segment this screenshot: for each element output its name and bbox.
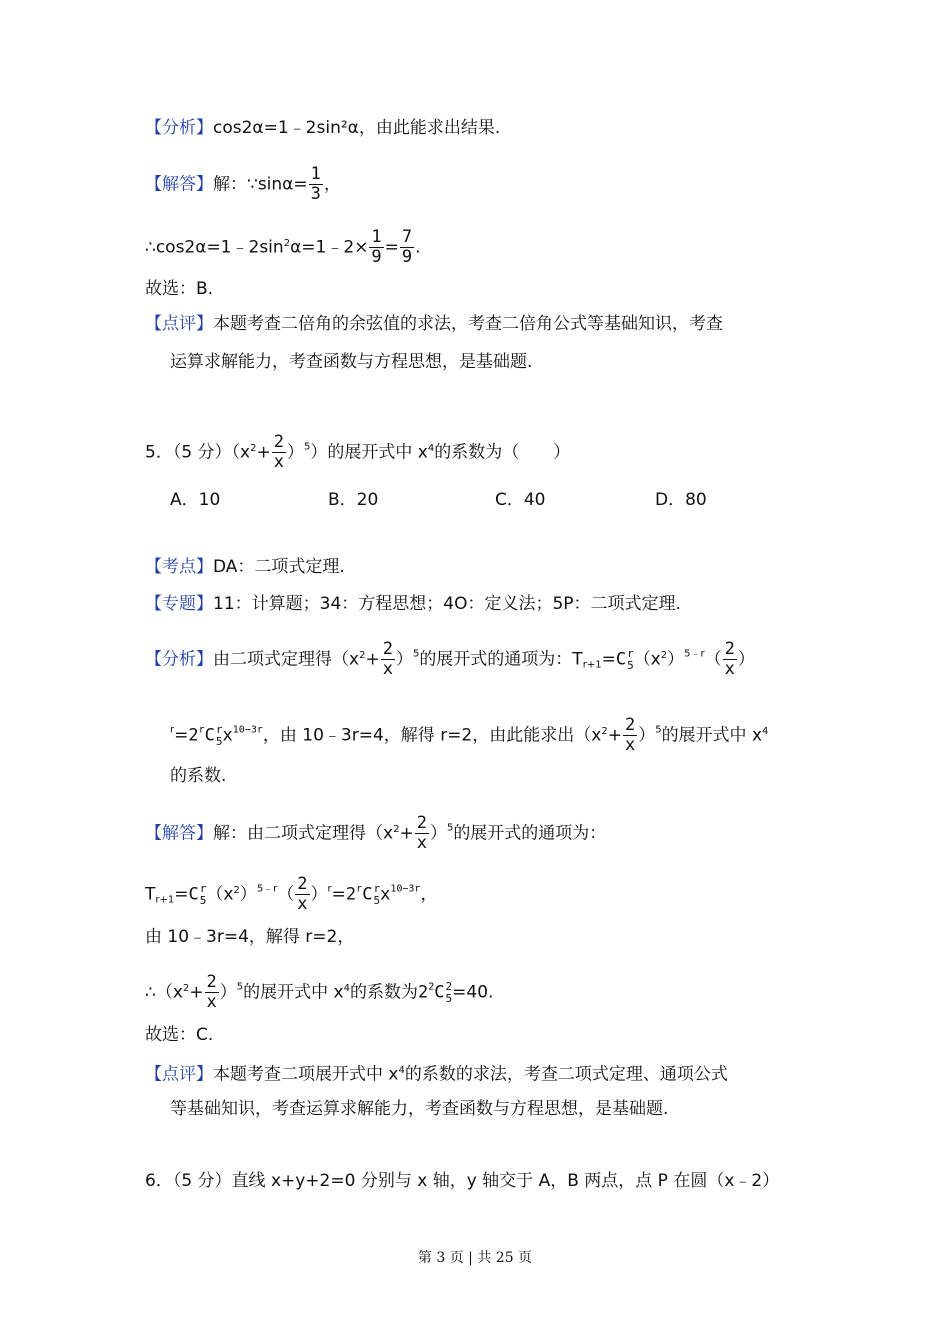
close-paren: ）	[395, 649, 413, 670]
sol-l4-a: ∴（x	[145, 982, 183, 1003]
sup-5-r: 5﹣r	[256, 883, 278, 895]
two: 2	[345, 884, 357, 905]
comment-l1: 本题考查二项展开式中 x	[213, 1064, 399, 1085]
plus: +	[607, 725, 622, 746]
comb-rs2: r 5	[373, 881, 381, 907]
point-text: DA：二项式定理.	[213, 557, 345, 577]
fraction-1-3: $\frac{1}{3}$	[310, 164, 321, 204]
derivation-pre: ∴cos2α=1﹣2sin	[145, 237, 284, 258]
xsq: （x	[206, 884, 234, 905]
fraction-2-x: $\frac{2}{x}$	[297, 874, 308, 914]
plus: +	[256, 442, 271, 463]
fraction-2-x: $\frac{2}{x}$	[624, 715, 636, 755]
sup-2: 2	[250, 442, 257, 454]
two: 2	[188, 725, 199, 746]
q5-analysis-l3: 的系数.	[170, 766, 227, 786]
q5-solution-l1	[145, 814, 606, 853]
fraction-1-9: $\frac{1}{9}$	[371, 227, 382, 267]
sup-r2: r	[356, 883, 363, 895]
comb-rs: r 5	[215, 722, 223, 748]
sup-5: 5	[446, 822, 454, 834]
sup-r: r	[170, 724, 175, 736]
close: ）	[219, 982, 237, 1003]
stem-pre: 5．（5 分）（x	[145, 442, 251, 463]
fraction-7-9: $\frac{7}{9}$	[401, 227, 413, 267]
eq2: =	[331, 884, 346, 905]
q4-comment	[145, 313, 723, 335]
sub-r1: r+1	[582, 659, 602, 671]
close: ）	[239, 884, 257, 905]
two: 2	[417, 982, 429, 1003]
sol-l4-d: =40.	[452, 982, 494, 1003]
sol-l4-c: 的系数为	[349, 982, 418, 1003]
option-b: B．20	[328, 490, 379, 510]
solution-tag: 【解答】	[145, 174, 213, 195]
option-c: C．40	[495, 490, 546, 510]
q4-derivation: $\therefore\cos 2\alpha=1﹣2\sin^2\alpha=1﹣2\times$ $\frac{1}{9}$ = $\frac{7}{9}$ .	[145, 227, 421, 267]
q5-solution-l2: $T_{r+1}=C$ r 5 $(x^2)^{5﹣r}$（ $\frac{2}{x}$ ）$^r=2^rC$ r 5 $x^{10-3r}$，	[145, 874, 438, 914]
comb-C: C	[188, 884, 199, 905]
q5-solution-l3: 由 10﹣3r=4，解得 r=2，	[145, 927, 355, 947]
comb-C: C	[434, 982, 445, 1003]
comment-tag: 【点评】	[145, 314, 213, 334]
q4-comment-l2: 运算求解能力，考查函数与方程思想，是基础题.	[170, 352, 533, 372]
point-tag: 【考点】	[145, 557, 213, 577]
sup-10-3r: 10−3r	[390, 883, 421, 895]
option-d: D．80	[655, 490, 707, 510]
close2: ）	[667, 649, 685, 670]
sup-2: 2	[601, 725, 608, 737]
topic-text: 11：计算题；34：方程思想；4O：定义法；5P：二项式定理.	[213, 594, 681, 614]
comb-C: C	[615, 649, 627, 670]
q5-topic	[145, 593, 681, 615]
fraction-2-x: $\frac{2}{x}$	[273, 432, 284, 472]
stem-post: ）的展开式中 x	[310, 442, 428, 463]
close: ）	[638, 725, 656, 746]
analysis-text: cos2α=1﹣2sin²α，由此能求出结果.	[213, 118, 501, 138]
sub-r1: r+1	[155, 894, 175, 906]
comma: ，	[323, 174, 341, 195]
solution-l1b: 的展开式的通项为：	[453, 823, 607, 844]
comment-tag: 【点评】	[145, 1064, 213, 1085]
fraction-2-x: $\frac{2}{x}$	[206, 972, 217, 1012]
fraction-2-x-b: $\frac{2}{x}$	[724, 639, 735, 679]
q5-stem	[145, 433, 570, 472]
sup-4: 4	[762, 725, 769, 737]
analysis-l1b: 的展开式的通项为：T	[419, 649, 583, 670]
fraction-2-x: $\frac{2}{x}$	[382, 639, 393, 679]
q4-choice: 故选：B.	[145, 279, 214, 299]
analysis-tag: 【分析】	[145, 118, 213, 138]
q5-comment	[145, 1060, 728, 1086]
sup-4: 4	[427, 442, 435, 454]
q4-analysis	[145, 117, 500, 139]
sup-2: 2	[393, 823, 400, 835]
solution-pre: 解：∵sinα=	[213, 174, 308, 195]
sup-2: 2	[233, 884, 240, 896]
analysis-l2-a: ，由 10﹣3r=4，解得 r=2，由此能求出（x	[262, 725, 602, 746]
close: ）	[429, 823, 447, 844]
comb-C: C	[204, 725, 215, 746]
eq: =	[174, 725, 189, 746]
comb-C2: C	[362, 884, 373, 905]
sup-10-3r: 10−3r	[232, 724, 263, 736]
q5-solution-l4	[145, 973, 493, 1012]
sup-5: 5	[412, 648, 420, 660]
close3: ）	[737, 649, 755, 670]
comb-rs: r 5	[627, 646, 634, 672]
comma: ，	[420, 884, 438, 905]
topic-tag: 【专题】	[145, 594, 213, 614]
open: （	[277, 884, 295, 905]
sup-5: 5	[236, 981, 244, 993]
q5-point	[145, 556, 345, 578]
stem-end: 的系数为（ ）	[434, 442, 571, 463]
plus: +	[365, 649, 380, 670]
solution-l1: 解：由二项式定理得（x	[213, 823, 394, 844]
analysis-l1-text: 由二项式定理得（x	[213, 649, 360, 670]
q4-solution	[145, 165, 341, 204]
eq: =	[174, 884, 189, 905]
q5-analysis-l2	[170, 716, 768, 755]
solution-tag: 【解答】	[145, 823, 213, 844]
q6-stem: 6．（5 分）直线 x+y+2=0 分别与 x 轴，y 轴交于 A，B 两点，点 P 在圆（x﹣2）	[145, 1171, 780, 1191]
sup-5-r: 5﹣r	[684, 648, 705, 660]
equals: =	[384, 237, 399, 258]
page-footer: 第 3 页 | 共 25 页	[417, 1250, 533, 1266]
plus: +	[189, 982, 204, 1003]
analysis-tag: 【分析】	[145, 649, 213, 670]
sup-2: 2	[182, 982, 190, 994]
sup-4: 4	[343, 982, 350, 994]
x: x	[380, 884, 391, 905]
comb-25: 2 5	[445, 979, 453, 1005]
eq: =	[601, 649, 616, 670]
sup-5: 5	[655, 724, 662, 736]
sup-2: 2	[359, 649, 366, 661]
q5-choice: 故选：C.	[145, 1025, 214, 1045]
sup-5: 5	[303, 441, 311, 453]
plus: +	[399, 823, 414, 844]
sup-2b: 2	[428, 981, 435, 993]
comb-rs: r 5	[199, 881, 207, 907]
derivation-mid: α=1﹣2×	[290, 237, 369, 258]
analysis-l2-b: 的展开式中 x	[661, 725, 763, 746]
option-a: A．10	[170, 490, 221, 510]
square-superscript: 2	[283, 237, 291, 249]
comment-text: 本题考查二倍角的余弦值的求法，考查二倍角公式等基础知识，考查	[213, 314, 723, 334]
sup-2b: 2	[660, 649, 668, 661]
q5-comment-l2: 等基础知识，考查运算求解能力，考查函数与方程思想，是基础题.	[170, 1099, 669, 1119]
sol-l4-b: 的展开式中 x	[243, 982, 344, 1003]
fraction-2-x: $\frac{2}{x}$	[416, 813, 427, 853]
sup-r2: r	[198, 724, 205, 736]
sup-4: 4	[398, 1065, 405, 1076]
x: x	[222, 725, 233, 746]
sup-r: r	[327, 883, 332, 895]
close2: ）	[310, 884, 328, 905]
xsq: （x	[633, 649, 661, 670]
open: （	[704, 649, 722, 670]
close-paren: ）	[286, 442, 304, 463]
q5-analysis-l1	[145, 640, 755, 679]
comment-l1b: 的系数的求法，考查二项式定理、通项公式	[404, 1064, 728, 1085]
